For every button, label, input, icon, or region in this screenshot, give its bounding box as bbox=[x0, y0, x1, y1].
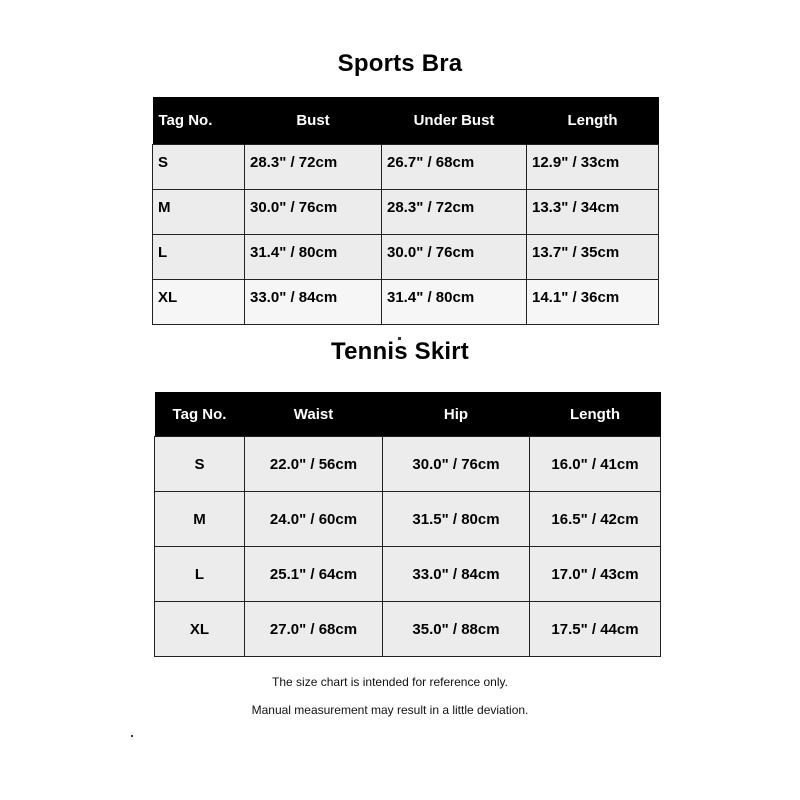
header-tag-no: Tag No. bbox=[153, 97, 245, 145]
hip-value: 35.0" / 88cm bbox=[383, 602, 530, 657]
header-waist: Waist bbox=[245, 392, 383, 437]
bust-value: 33.0" / 84cm bbox=[245, 280, 382, 325]
table-row bbox=[155, 602, 661, 657]
under-bust-value: 30.0" / 76cm bbox=[382, 235, 527, 280]
under-bust-value: 26.7" / 68cm bbox=[382, 145, 527, 190]
table-header-row bbox=[155, 392, 661, 437]
table-row bbox=[153, 235, 659, 280]
size-tag: M bbox=[155, 492, 245, 547]
length-value: 16.0" / 41cm bbox=[530, 437, 661, 492]
waist-value: 27.0" / 68cm bbox=[245, 602, 383, 657]
waist-value: 24.0" / 60cm bbox=[245, 492, 383, 547]
length-value: 13.7" / 35cm bbox=[527, 235, 659, 280]
bust-value: 31.4" / 80cm bbox=[245, 235, 382, 280]
length-value: 12.9" / 33cm bbox=[527, 145, 659, 190]
deviation-note: Manual measurement may result in a little deviation. bbox=[251, 703, 529, 717]
length-value: 17.0" / 43cm bbox=[530, 547, 661, 602]
under-bust-value: 31.4" / 80cm bbox=[382, 280, 527, 325]
tennis-skirt-title: Tennis Skirt bbox=[331, 338, 469, 365]
header-tag-no: Tag No. bbox=[155, 392, 245, 437]
bust-value: 28.3" / 72cm bbox=[245, 145, 382, 190]
header-bust: Bust bbox=[245, 97, 382, 145]
table-row bbox=[155, 492, 661, 547]
tennis-skirt-size-table bbox=[154, 392, 661, 657]
hip-value: 30.0" / 76cm bbox=[383, 437, 530, 492]
length-value: 13.3" / 34cm bbox=[527, 190, 659, 235]
table-row bbox=[153, 145, 659, 190]
size-tag: S bbox=[153, 145, 245, 190]
bust-value: 30.0" / 76cm bbox=[245, 190, 382, 235]
waist-value: 25.1" / 64cm bbox=[245, 547, 383, 602]
size-tag: XL bbox=[153, 280, 245, 325]
header-hip: Hip bbox=[383, 392, 530, 437]
table-row bbox=[153, 190, 659, 235]
size-tag: L bbox=[155, 547, 245, 602]
sports-bra-size-table bbox=[152, 97, 659, 325]
size-tag: XL bbox=[155, 602, 245, 657]
stray-dot bbox=[131, 735, 133, 737]
size-tag: M bbox=[153, 190, 245, 235]
table-header-row bbox=[153, 97, 659, 145]
length-value: 14.1" / 36cm bbox=[527, 280, 659, 325]
hip-value: 31.5" / 80cm bbox=[383, 492, 530, 547]
waist-value: 22.0" / 56cm bbox=[245, 437, 383, 492]
header-length: Length bbox=[527, 97, 659, 145]
size-tag: L bbox=[153, 235, 245, 280]
header-length: Length bbox=[530, 392, 661, 437]
length-value: 16.5" / 42cm bbox=[530, 492, 661, 547]
under-bust-value: 28.3" / 72cm bbox=[382, 190, 527, 235]
table-row bbox=[153, 280, 659, 325]
hip-value: 33.0" / 84cm bbox=[383, 547, 530, 602]
sports-bra-title: Sports Bra bbox=[337, 50, 463, 77]
table-row bbox=[155, 547, 661, 602]
reference-note: The size chart is intended for reference only. bbox=[272, 675, 508, 689]
table-row bbox=[155, 437, 661, 492]
size-tag: S bbox=[155, 437, 245, 492]
header-under-bust: Under Bust bbox=[382, 97, 527, 145]
length-value: 17.5" / 44cm bbox=[530, 602, 661, 657]
